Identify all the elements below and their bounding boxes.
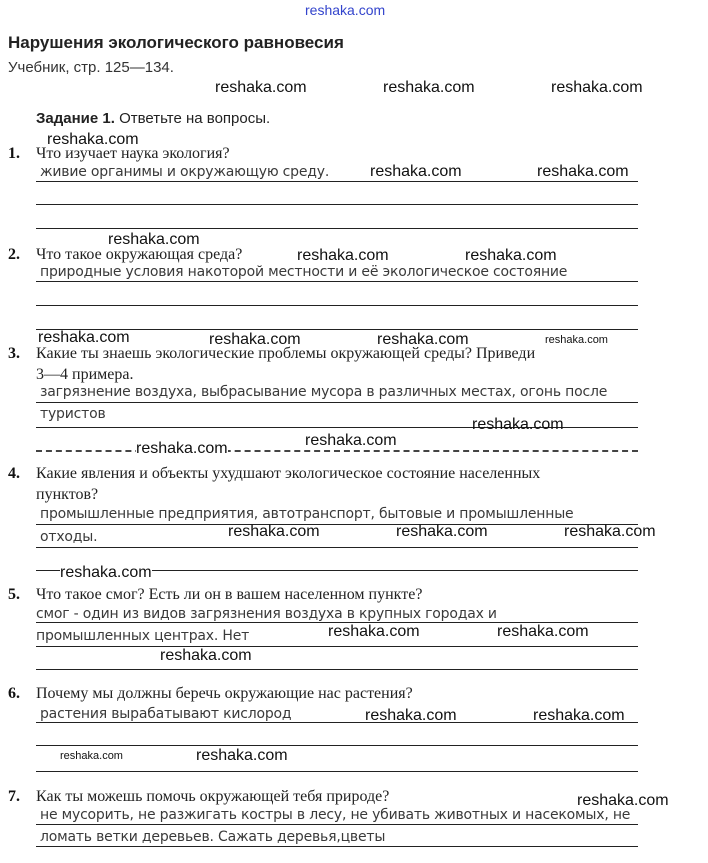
answer-text: не мусорить, не разжигать костры в лесу, не убивать животных и насекомых, не [40, 807, 631, 823]
answer-line [36, 181, 638, 182]
watermark: reshaka.com [160, 647, 252, 664]
answer-line [36, 722, 638, 723]
answer-text: природные условия накоторой местности и её экологическое состояние [40, 264, 568, 280]
question-text: Какие явления и объекты ухудшают экологическое состояние населенных [36, 465, 541, 482]
answer-line [36, 646, 638, 647]
answer-line [36, 669, 638, 670]
watermark: reshaka.com [108, 231, 200, 248]
answer-text: отходы. [40, 529, 98, 545]
watermark: reshaka.com [370, 163, 462, 180]
answer-text: живие органимы и окружающую среду. [40, 164, 330, 180]
watermark: reshaka.com [545, 334, 608, 346]
answer-text: ломать ветки деревьев. Сажать деревья,цветы [40, 829, 386, 845]
watermark: reshaka.com [47, 131, 139, 148]
watermark: reshaka.com [328, 623, 420, 640]
answer-line [36, 824, 638, 825]
watermark: reshaka.com [60, 750, 123, 762]
answer-line [36, 745, 638, 746]
answer-line [36, 547, 638, 548]
watermark: reshaka.com [305, 432, 397, 449]
watermark: reshaka.com [577, 792, 669, 809]
question-number: 5. [8, 586, 20, 603]
question-number: 2. [8, 246, 20, 263]
watermark: reshaka.com [497, 623, 589, 640]
task-label: Задание 1. [36, 110, 115, 127]
watermark: reshaka.com [305, 2, 386, 18]
answer-line [36, 450, 638, 452]
watermark: reshaka.com [533, 707, 625, 724]
question-text: Как ты можешь помочь окружающей тебя природе? [36, 788, 390, 805]
answer-line [36, 402, 638, 403]
question-number: 3. [8, 345, 20, 362]
question-number: 4. [8, 465, 20, 482]
question-text: Что изучает наука экология? [36, 145, 230, 162]
question-number: 7. [8, 788, 20, 805]
answer-line [36, 305, 638, 306]
answer-text: промышленные предприятия, автотранспорт, бытовые и промышленные [40, 506, 574, 522]
watermark: reshaka.com [209, 331, 301, 348]
watermark: reshaka.com [196, 747, 288, 764]
watermark: reshaka.com [297, 247, 389, 264]
watermark: reshaka.com [215, 79, 307, 96]
question-number: 6. [8, 685, 20, 702]
answer-text: туристов [40, 406, 106, 422]
question-text: 3—4 примера. [36, 366, 134, 383]
question-text: пунктов? [36, 486, 99, 503]
watermark: reshaka.com [465, 247, 557, 264]
watermark: reshaka.com [472, 416, 564, 433]
page-subtitle: Учебник, стр. 125—134. [8, 59, 174, 76]
answer-line [36, 281, 638, 282]
watermark: reshaka.com [564, 523, 656, 540]
answer-line [36, 846, 638, 847]
task-text: Ответьте на вопросы. [119, 110, 271, 127]
answer-text: растения вырабатывают кислород [40, 706, 292, 722]
watermark: reshaka.com [365, 707, 457, 724]
question-text: Почему мы должны беречь окружающие нас растения? [36, 685, 413, 702]
answer-line [36, 228, 638, 229]
watermark: reshaka.com [377, 331, 469, 348]
watermark: reshaka.com [228, 523, 320, 540]
answer-text: загрязнение воздуха, выбрасывание мусора в различных местах, огонь после [40, 384, 608, 400]
answer-text: промышленных центрах. Нет [36, 628, 250, 644]
question-number: 1. [8, 145, 20, 162]
watermark: reshaka.com [551, 79, 643, 96]
task-heading [36, 110, 270, 127]
answer-line [36, 524, 638, 525]
watermark: reshaka.com [537, 163, 629, 180]
watermark: reshaka.com [60, 564, 152, 581]
watermark: reshaka.com [396, 523, 488, 540]
question-text: Что такое смог? Есть ли он в вашем населенном пункте? [36, 586, 423, 603]
question-text: Какие ты знаешь экологические проблемы окружающей среды? Приведи [36, 345, 536, 362]
watermark: reshaka.com [136, 440, 228, 457]
watermark: reshaka.com [383, 79, 475, 96]
watermark: reshaka.com [38, 329, 130, 346]
question-text: Что такое окружающая среда? [36, 246, 243, 263]
answer-line [36, 771, 638, 772]
page-title: Нарушения экологического равновесия [8, 33, 344, 52]
answer-line [36, 204, 638, 205]
answer-text: смог - один из видов загрязнения воздуха в крупных городах и [36, 606, 497, 622]
